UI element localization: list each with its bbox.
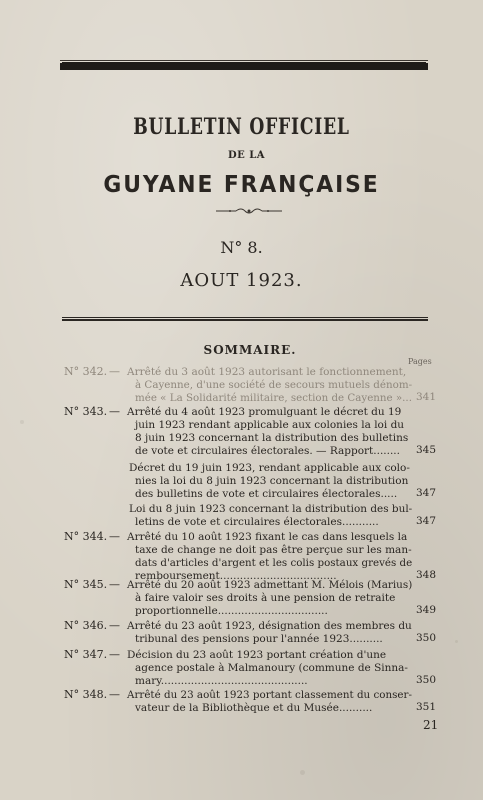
entry-line: vateur de la Bibliothèque et du Musée.......... bbox=[135, 702, 373, 714]
entry-line: juin 1923 rendant applicable aux colonies la loi du bbox=[135, 419, 405, 431]
top-thin-rule bbox=[60, 60, 428, 61]
paper-speck bbox=[455, 640, 458, 643]
section-rule bbox=[62, 317, 428, 321]
entry-page: 347 bbox=[416, 487, 437, 499]
issue-date: AOUT 1923. bbox=[180, 270, 303, 291]
territory-title: GUYANE FRANÇAISE bbox=[103, 172, 380, 198]
entry-line: des bulletins de vote et circulaires électorales..... bbox=[135, 488, 398, 500]
entry-line: Décision du 23 août 1923 portant création d'une bbox=[127, 649, 387, 661]
entry-line: Décret du 19 juin 1923, rendant applicable aux colo- bbox=[129, 462, 410, 474]
entry-page: 351 bbox=[416, 701, 437, 713]
paper-speck bbox=[20, 420, 24, 424]
paper-speck bbox=[300, 770, 305, 775]
entry-line: Arrêté du 4 août 1923 promulguant le décret du 19 bbox=[127, 406, 402, 418]
entry-number: N° 344. bbox=[64, 530, 108, 543]
entry-page: 341 bbox=[416, 391, 437, 403]
bulletin-title: BULLETIN OFFICIEL bbox=[133, 114, 350, 140]
entry-line: Arrêté du 10 août 1923 fixant le cas dans lesquels la bbox=[127, 531, 408, 543]
entry-line: Arrêté du 23 août 1923 portant classement du conser- bbox=[127, 689, 412, 701]
entry-line: Arrêté du 20 août 1923 admettant M. Mélois (Marius) bbox=[127, 579, 413, 591]
entry-line: remboursement................................... bbox=[135, 570, 337, 582]
entry-page: 349 bbox=[416, 604, 437, 616]
entry-line: tribunal des pensions pour l'année 1923.......... bbox=[135, 633, 383, 645]
entry-dash: — bbox=[109, 405, 120, 418]
entry-line: Arrêté du 3 août 1923 autorisant le fonctionnement, bbox=[127, 366, 407, 378]
page-folio-number: 21 bbox=[423, 718, 439, 732]
entry-line: à Cayenne, d'une société de secours mutuels dénom- bbox=[135, 379, 413, 391]
entry-number: N° 345. bbox=[64, 578, 108, 591]
entry-dash: — bbox=[109, 578, 120, 591]
entry-number: N° 346. bbox=[64, 619, 108, 632]
entry-number: N° 342. bbox=[64, 365, 108, 378]
entry-line: à faire valoir ses droits à une pension de retraite bbox=[135, 592, 396, 604]
de-la-label: DE LA bbox=[228, 150, 266, 161]
entry-number: N° 347. bbox=[64, 648, 108, 661]
entry-number: N° 343. bbox=[64, 405, 108, 418]
entry-line: de vote et circulaires électorales. — Rapport........ bbox=[135, 445, 400, 457]
entry-line: nies la loi du 8 juin 1923 concernant la distribution bbox=[135, 475, 409, 487]
entry-line: Loi du 8 juin 1923 concernant la distribution des bul- bbox=[129, 503, 413, 515]
entry-line: proportionnelle................................. bbox=[135, 605, 328, 617]
entry-line: mée « La Solidarité militaire, section de Cayenne »... bbox=[135, 392, 412, 404]
entry-dash: — bbox=[109, 648, 120, 661]
entry-line: Arrêté du 23 août 1923, désignation des membres du bbox=[127, 620, 412, 632]
entry-page: 350 bbox=[416, 632, 437, 644]
entry-line: taxe de change ne doit pas être perçue sur les man- bbox=[135, 544, 412, 556]
entry-dash: — bbox=[109, 530, 120, 543]
top-thick-rule bbox=[60, 63, 428, 70]
entry-page: 347 bbox=[416, 515, 437, 527]
entry-line: letins de vote et circulaires électorales........... bbox=[135, 516, 379, 528]
entry-page: 350 bbox=[416, 674, 437, 686]
pages-column-label: Pages bbox=[408, 357, 432, 366]
entry-dash: — bbox=[109, 619, 120, 632]
entry-dash: — bbox=[109, 365, 120, 378]
summary-heading: SOMMAIRE. bbox=[203, 343, 297, 357]
entry-number: N° 348. bbox=[64, 688, 108, 701]
entry-line: agence postale à Malmanoury (commune de Sinna- bbox=[135, 662, 408, 674]
issue-number: N° 8. bbox=[220, 238, 263, 257]
entry-page: 348 bbox=[416, 569, 437, 581]
entry-page: 345 bbox=[416, 444, 437, 456]
entry-line: 8 juin 1923 concernant la distribution des bulletins bbox=[135, 432, 409, 444]
entry-dash: — bbox=[109, 688, 120, 701]
entry-line: mary............................................ bbox=[135, 675, 308, 687]
ornament-divider-icon bbox=[214, 206, 284, 216]
entry-line: dats d'articles d'argent et les colis postaux grevés de bbox=[135, 557, 413, 569]
